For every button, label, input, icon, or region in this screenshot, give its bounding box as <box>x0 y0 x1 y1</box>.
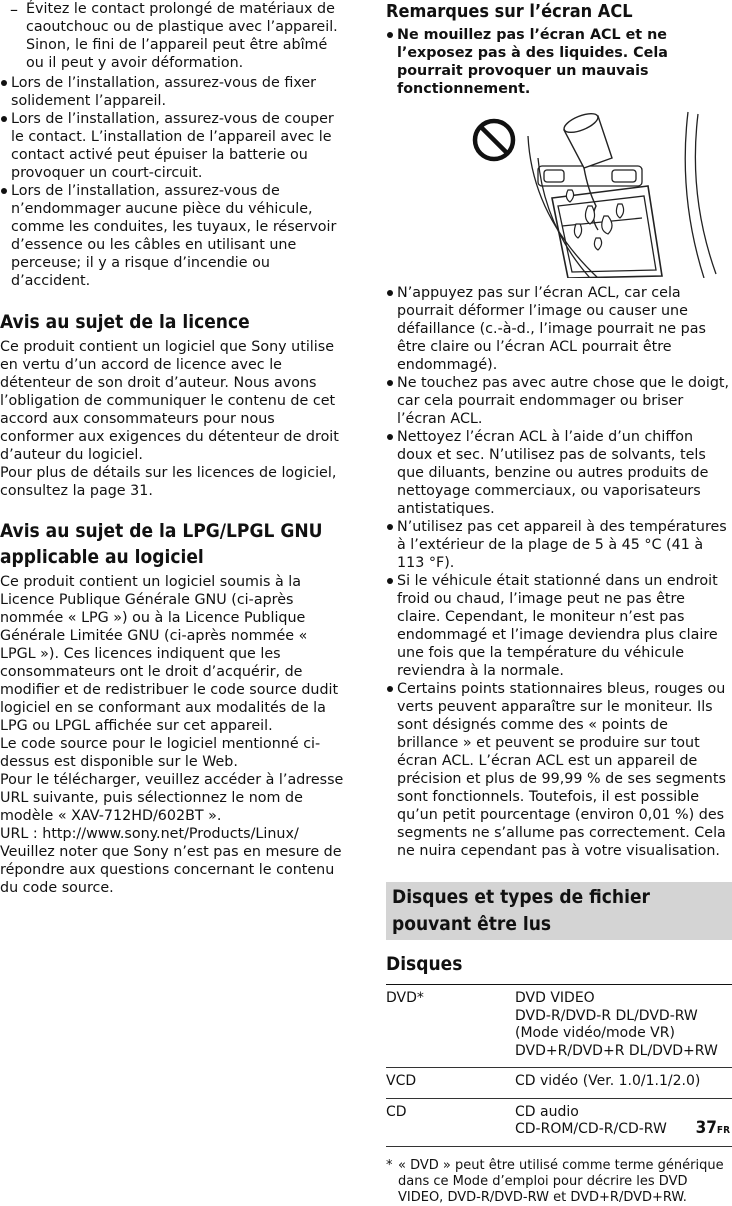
page-number-value: 37 <box>695 1118 717 1138</box>
discs-heading: Disques <box>386 953 463 975</box>
table-row <box>386 1068 732 1099</box>
disc-type: DVD* <box>386 985 515 1068</box>
table-row <box>386 1098 732 1146</box>
dash-item <box>0 0 344 72</box>
lcd-warning-list <box>386 26 732 98</box>
list-item: Lors de l’installation, assurez-vous de n’endommager aucune pièce du véhicule, comme les conduites, les tuyaux, le réservoir d’essence ou les câbles en utilisant une perceuse; il y a risque d’incendie ou d’accident. <box>0 182 344 290</box>
gpl-paragraph: Le code source pour le logiciel mentionné ci-dessus est disponible sur le Web. <box>0 736 321 770</box>
lcd-notes-list <box>386 284 732 860</box>
section-band-heading: Disques et types de fichier pouvant être lus <box>386 882 732 940</box>
disc-format: CD audio <box>515 1103 579 1120</box>
left-column <box>0 0 344 897</box>
installation-bullets <box>0 74 344 290</box>
disc-type: VCD <box>386 1068 515 1099</box>
licence-paragraph: Pour plus de détails sur les licences de logiciel, consultez la page 31. <box>0 465 337 499</box>
lcd-warning: Ne mouillez pas l’écran ACL et ne l’exposez pas à des liquides. Cela pourrait provoquer un mauvais fonctionnement. <box>386 26 732 98</box>
disc-format: DVD VIDEO <box>515 990 595 1006</box>
car-dashboard-drawing <box>528 112 716 278</box>
licence-paragraph: Ce produit contient un logiciel que Sony utilise en vertu d’un accord de licence avec le détenteur de son droit d’auteur. Nous avons l’obligation de communiquer le contenu de cet accord aux consommateurs pour nous conformer aux exigences du détenteur de droit d’auteur du logiciel. <box>0 339 339 463</box>
disc-format: DVD-R/DVD-R DL/DVD-RW <box>515 1007 698 1024</box>
dash-item-text: Évitez le contact prolongé de matériaux de caoutchouc ou de plastique avec l’appareil. Sinon, le fini de l’appareil peut être abîmé ou il peut y avoir déformation. <box>26 1 338 71</box>
disc-table <box>386 984 732 1147</box>
prohibition-icon <box>475 121 513 159</box>
list-item: Certains points stationnaires bleus, rouges ou verts peuvent apparaître sur le moniteur. Ils sont désignés comme des « points de brillance » et peuvent se produire sur tout écran ACL. L’écran ACL est un appareil de précision et plus de 99,99 % de ses segments sont fonctionnels. Toutefois, il est possible qu’un petit pourcentage (environ 0,01 %) des segments ne s’allume pas correctement. Cela ne nuira cependant pas à votre visualisation. <box>386 680 732 860</box>
page-language: FR <box>716 1125 730 1136</box>
licence-heading: Avis au sujet de la licence <box>0 311 250 333</box>
disc-formats <box>515 1068 732 1099</box>
page-number <box>696 1118 730 1138</box>
table-row <box>386 985 732 1068</box>
disc-type: CD <box>386 1098 515 1146</box>
gpl-heading: Avis au sujet de la LPG/LPGL GNU applicable au logiciel <box>0 520 323 568</box>
list-item: Lors de l’installation, assurez-vous de fixer solidement l’appareil. <box>0 74 344 110</box>
disc-format: CD-ROM/CD-R/CD-RW <box>515 1121 667 1137</box>
list-item: Lors de l’installation, assurez-vous de couper le contact. L’installation de l’appareil avec le contact activé peut épuiser la batterie ou provoquer un court-circuit. <box>0 110 344 182</box>
list-item: Nettoyez l’écran ACL à l’aide d’un chiffon doux et sec. N’utilisez pas de solvants, tels que diluants, benzine ou autres produits de nettoyage commerciaux, ou vaporisateurs antistatiques. <box>386 428 732 518</box>
lcd-heading: Remarques sur l’écran ACL <box>386 1 633 22</box>
list-item: N’appuyez pas sur l’écran ACL, car cela pourrait déformer l’image ou causer une défaillance (c.-à-d., l’image pourrait ne pas être claire ou l’écran ACL pourrait être endommagé). <box>386 284 732 374</box>
disc-format: (Mode vidéo/mode VR) <box>515 1025 675 1041</box>
gpl-paragraph: Veuillez noter que Sony n’est pas en mesure de répondre aux questions concernant le contenu du code source. <box>0 844 342 896</box>
disc-format: DVD+R/DVD+R DL/DVD+RW <box>515 1042 718 1059</box>
footnote-text: « DVD » peut être utilisé comme terme générique dans ce Mode d’emploi pour décrire les DVD VIDEO, DVD-R/DVD-RW et DVD+R/DVD+RW. <box>398 1157 724 1205</box>
list-item: Ne touchez pas avec autre chose que le doigt, car cela pourrait endommager ou briser l’écran ACL. <box>386 374 732 428</box>
disc-format: CD vidéo (Ver. 1.0/1.1/2.0) <box>515 1073 701 1089</box>
dash-mark: – <box>10 0 18 19</box>
gpl-paragraph: Pour le télécharger, veuillez accéder à l’adresse URL suivante, puis sélectionnez le nom de modèle « XAV-712HD/602BT ». <box>0 772 344 824</box>
list-item: Si le véhicule était stationné dans un endroit froid ou chaud, l’image peut ne pas être claire. Cependant, le moniteur n’est pas endommagé et l’image deviendra plus claire une fois que la température du véhicule reviendra à la normale. <box>386 572 732 680</box>
right-column <box>386 0 732 1206</box>
gpl-url: URL : http://www.sony.net/Products/Linux/ <box>0 826 299 842</box>
list-item: N’utilisez pas cet appareil à des températures à l’extérieur de la plage de 5 à 45 °C (41 à 113 °F). <box>386 518 732 572</box>
disc-formats <box>515 985 732 1068</box>
footnote-mark: * <box>386 1157 393 1173</box>
gpl-paragraph: Ce produit contient un logiciel soumis à la Licence Publique Générale GNU (ci-après nommée « LPG ») ou à la Licence Publique Générale Limitée GNU (ci-après nommée « LPGL »). Ces licences indiquent que les consommateurs ont le droit d’acquérir, de modifier et de redistribuer le code source dudit logiciel en se conformant aux modalités de la LPG ou LPGL affichée sur cet appareil. <box>0 574 339 734</box>
footnote <box>386 1158 732 1206</box>
no-liquid-on-screen-illustration <box>472 106 720 278</box>
